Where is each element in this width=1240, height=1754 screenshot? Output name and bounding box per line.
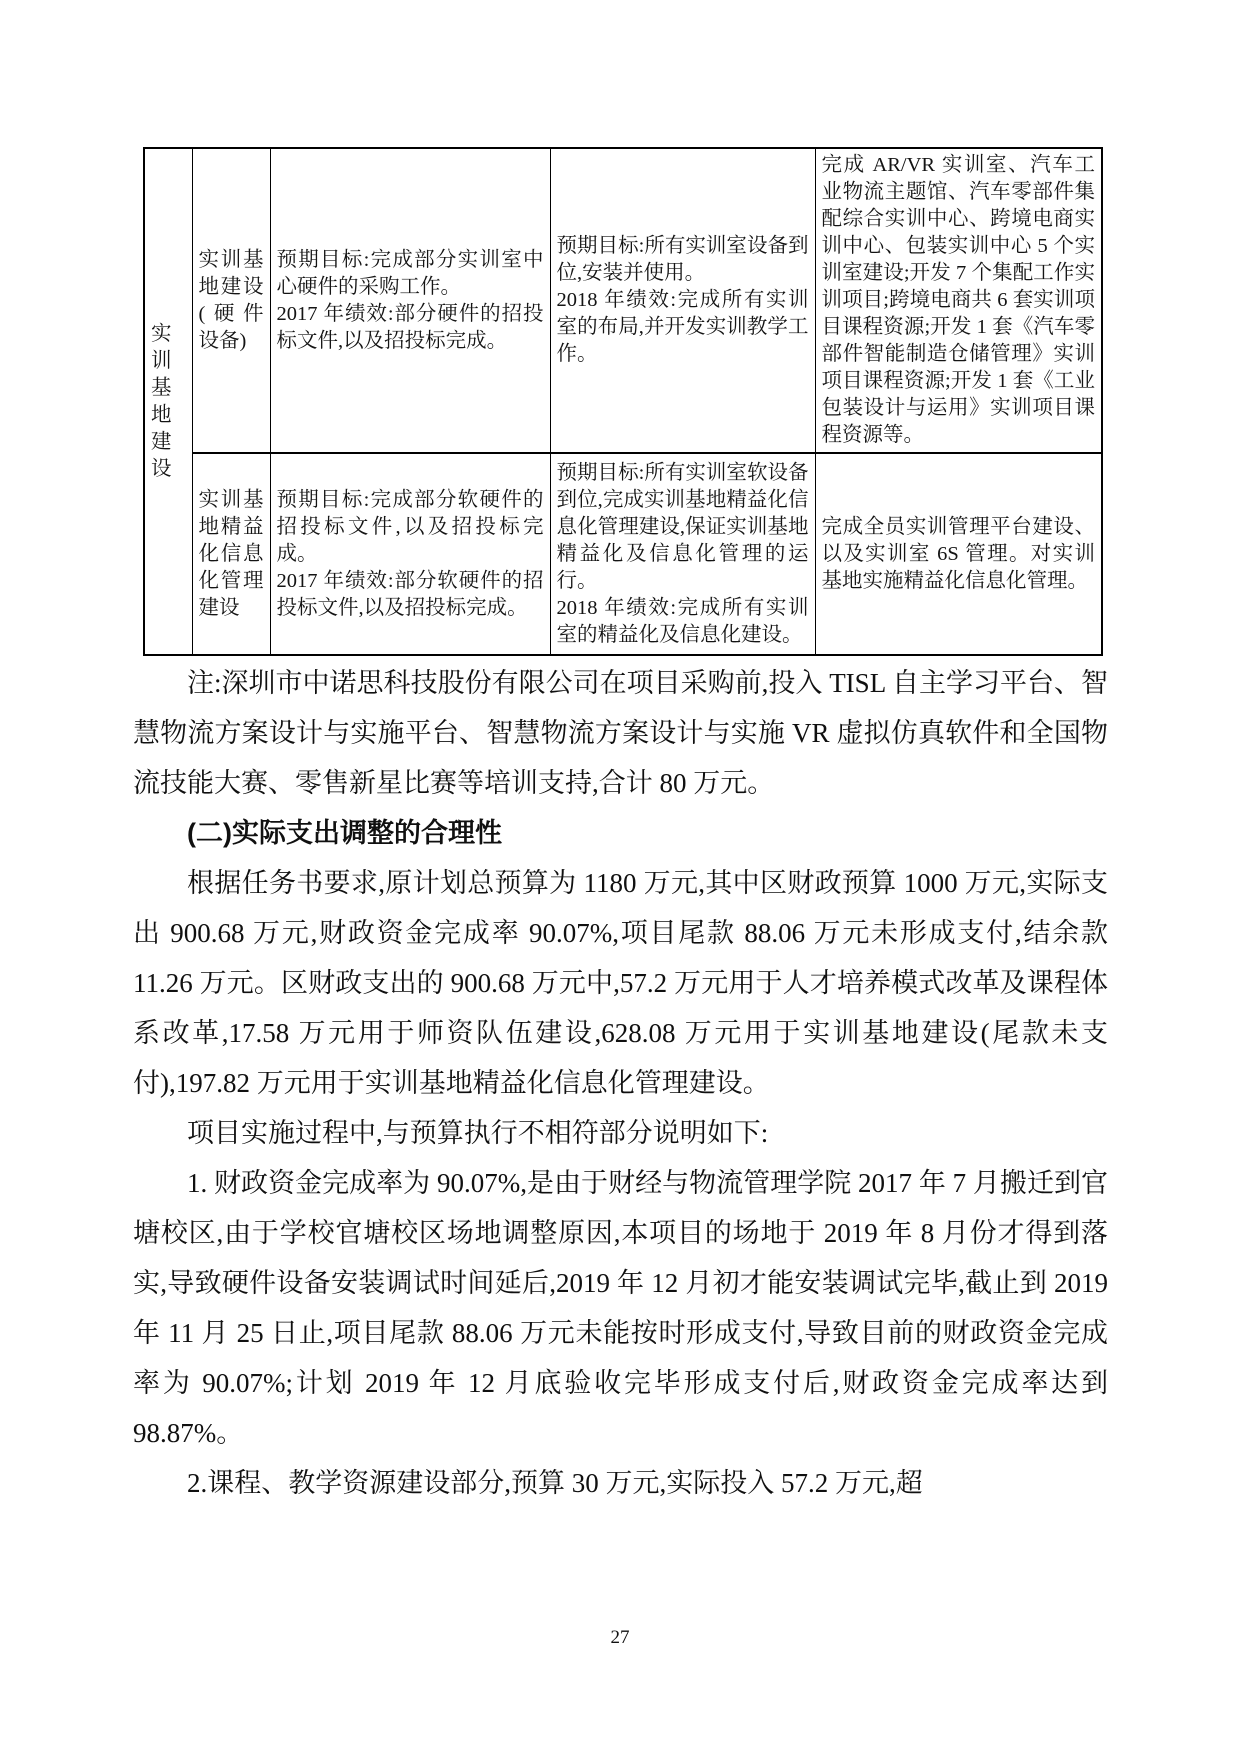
- cell-result-lean-informatization: 完成全员实训管理平台建设、以及实训室 6S 管理。对实训基地实施精益化信息化管理。: [815, 453, 1102, 655]
- expected-goal-2017: 预期目标:完成部分实训室中心硬件的采购工作。: [276, 248, 544, 298]
- page-number: 27: [610, 1627, 630, 1648]
- body-text: [133, 658, 1108, 1508]
- expected-goal-2018: 预期目标:所有实训室设备到位,安装并使用。: [556, 235, 809, 284]
- performance-2017: 2017 年绩效:部分软硬件的招投标文件,以及招投标完成。: [276, 569, 544, 619]
- performance-2017: 2017 年绩效:部分硬件的招投标文件,以及招投标完成。: [276, 302, 544, 352]
- table-row-lean-informatization: [144, 453, 1102, 655]
- cell-item-hardware: 实训基地建设(硬件设备): [192, 148, 270, 453]
- section-heading-actual-expenditure: (二)实际支出调整的合理性: [187, 818, 502, 848]
- note-paragraph: 注:深圳市中诺思科技股份有限公司在项目采购前,投入 TISL 自主学习平台、智慧物流方案设计与实施平台、智慧物流方案设计与实施 VR 虚拟仿真软件和全国物流技能大赛、零售新星比赛等培训支持,合计 80 万元。: [133, 668, 1108, 798]
- table-row-hardware: [144, 148, 1102, 453]
- row-group-header-training-base: 实训基地建设: [144, 148, 192, 655]
- expected-goal-2017: 预期目标:完成部分软硬件的招投标文件,以及招投标完成。: [276, 488, 544, 565]
- cell-2017-goal-performance-hardware: [270, 148, 550, 453]
- paragraph-discrepancy-intro: 项目实施过程中,与预算执行不相符部分说明如下:: [187, 1118, 769, 1148]
- cell-2018-goal-performance-lean: [550, 453, 815, 655]
- performance-2018: 2018 年绩效:完成所有实训室的精益化及信息化建设。: [556, 596, 809, 646]
- performance-2018: 2018 年绩效:完成所有实训室的布局,并开发实训教学工作。: [556, 289, 809, 365]
- cell-item-lean-informatization: 实训基地精益化信息化管理建设: [192, 453, 270, 655]
- paragraph-budget-summary: 根据任务书要求,原计划总预算为 1180 万元,其中区财政预算 1000 万元,实际支出 900.68 万元,财政资金完成率 90.07%,项目尾款 88.06 万元未形成支付,结余款 11.26 万元。区财政支出的 900.68 万元中,57.2 万元用于人才培养模式改革及课程体系改革,17.58 万元用于师资队伍建设,628.08 万元用于实训基地建设(尾款未支付),197.82 万元用于实训基地精益化信息化管理建设。: [133, 868, 1108, 1098]
- cell-2018-goal-performance-hardware: [550, 148, 815, 453]
- cell-2017-goal-performance-lean: [270, 453, 550, 655]
- expected-goal-2018: 预期目标:所有实训室软设备到位,完成实训基地精益化信息化管理建设,保证实训基地精益化及信息化管理的运行。: [556, 461, 809, 592]
- training-base-performance-table: [143, 147, 1103, 656]
- paragraph-item-1-completion-rate: 1. 财政资金完成率为 90.07%,是由于财经与物流管理学院 2017 年 7 月搬迁到官塘校区,由于学校官塘校区场地调整原因,本项目的场地于 2019 年 8 月份才得到落实,导致硬件设备安装调试时间延后,2019 年 12 月初才能安装调试完毕,截止到 2019 年 11 月 25 日止,项目尾款 88.06 万元未能按时形成支付,导致目前的财政资金完成率为 90.07%;计划 2019 年 12 月底验收完毕形成支付后,财政资金完成率达到 98.87%。: [133, 1168, 1108, 1448]
- cell-result-hardware: 完成 AR/VR 实训室、汽车工业物流主题馆、汽车零部件集配综合实训中心、跨境电商实训中心、包装实训中心 5 个实训室建设;开发 7 个集配工作实训项目;跨境电商共 6 套实训项目课程资源;开发 1 套《汽车零部件智能制造仓储管理》实训项目课程资源;开发 1 套《工业包装设计与运用》实训项目课程资源等。: [815, 148, 1102, 453]
- paragraph-item-2-course-resources: 2.课程、教学资源建设部分,预算 30 万元,实际投入 57.2 万元,超: [187, 1468, 923, 1498]
